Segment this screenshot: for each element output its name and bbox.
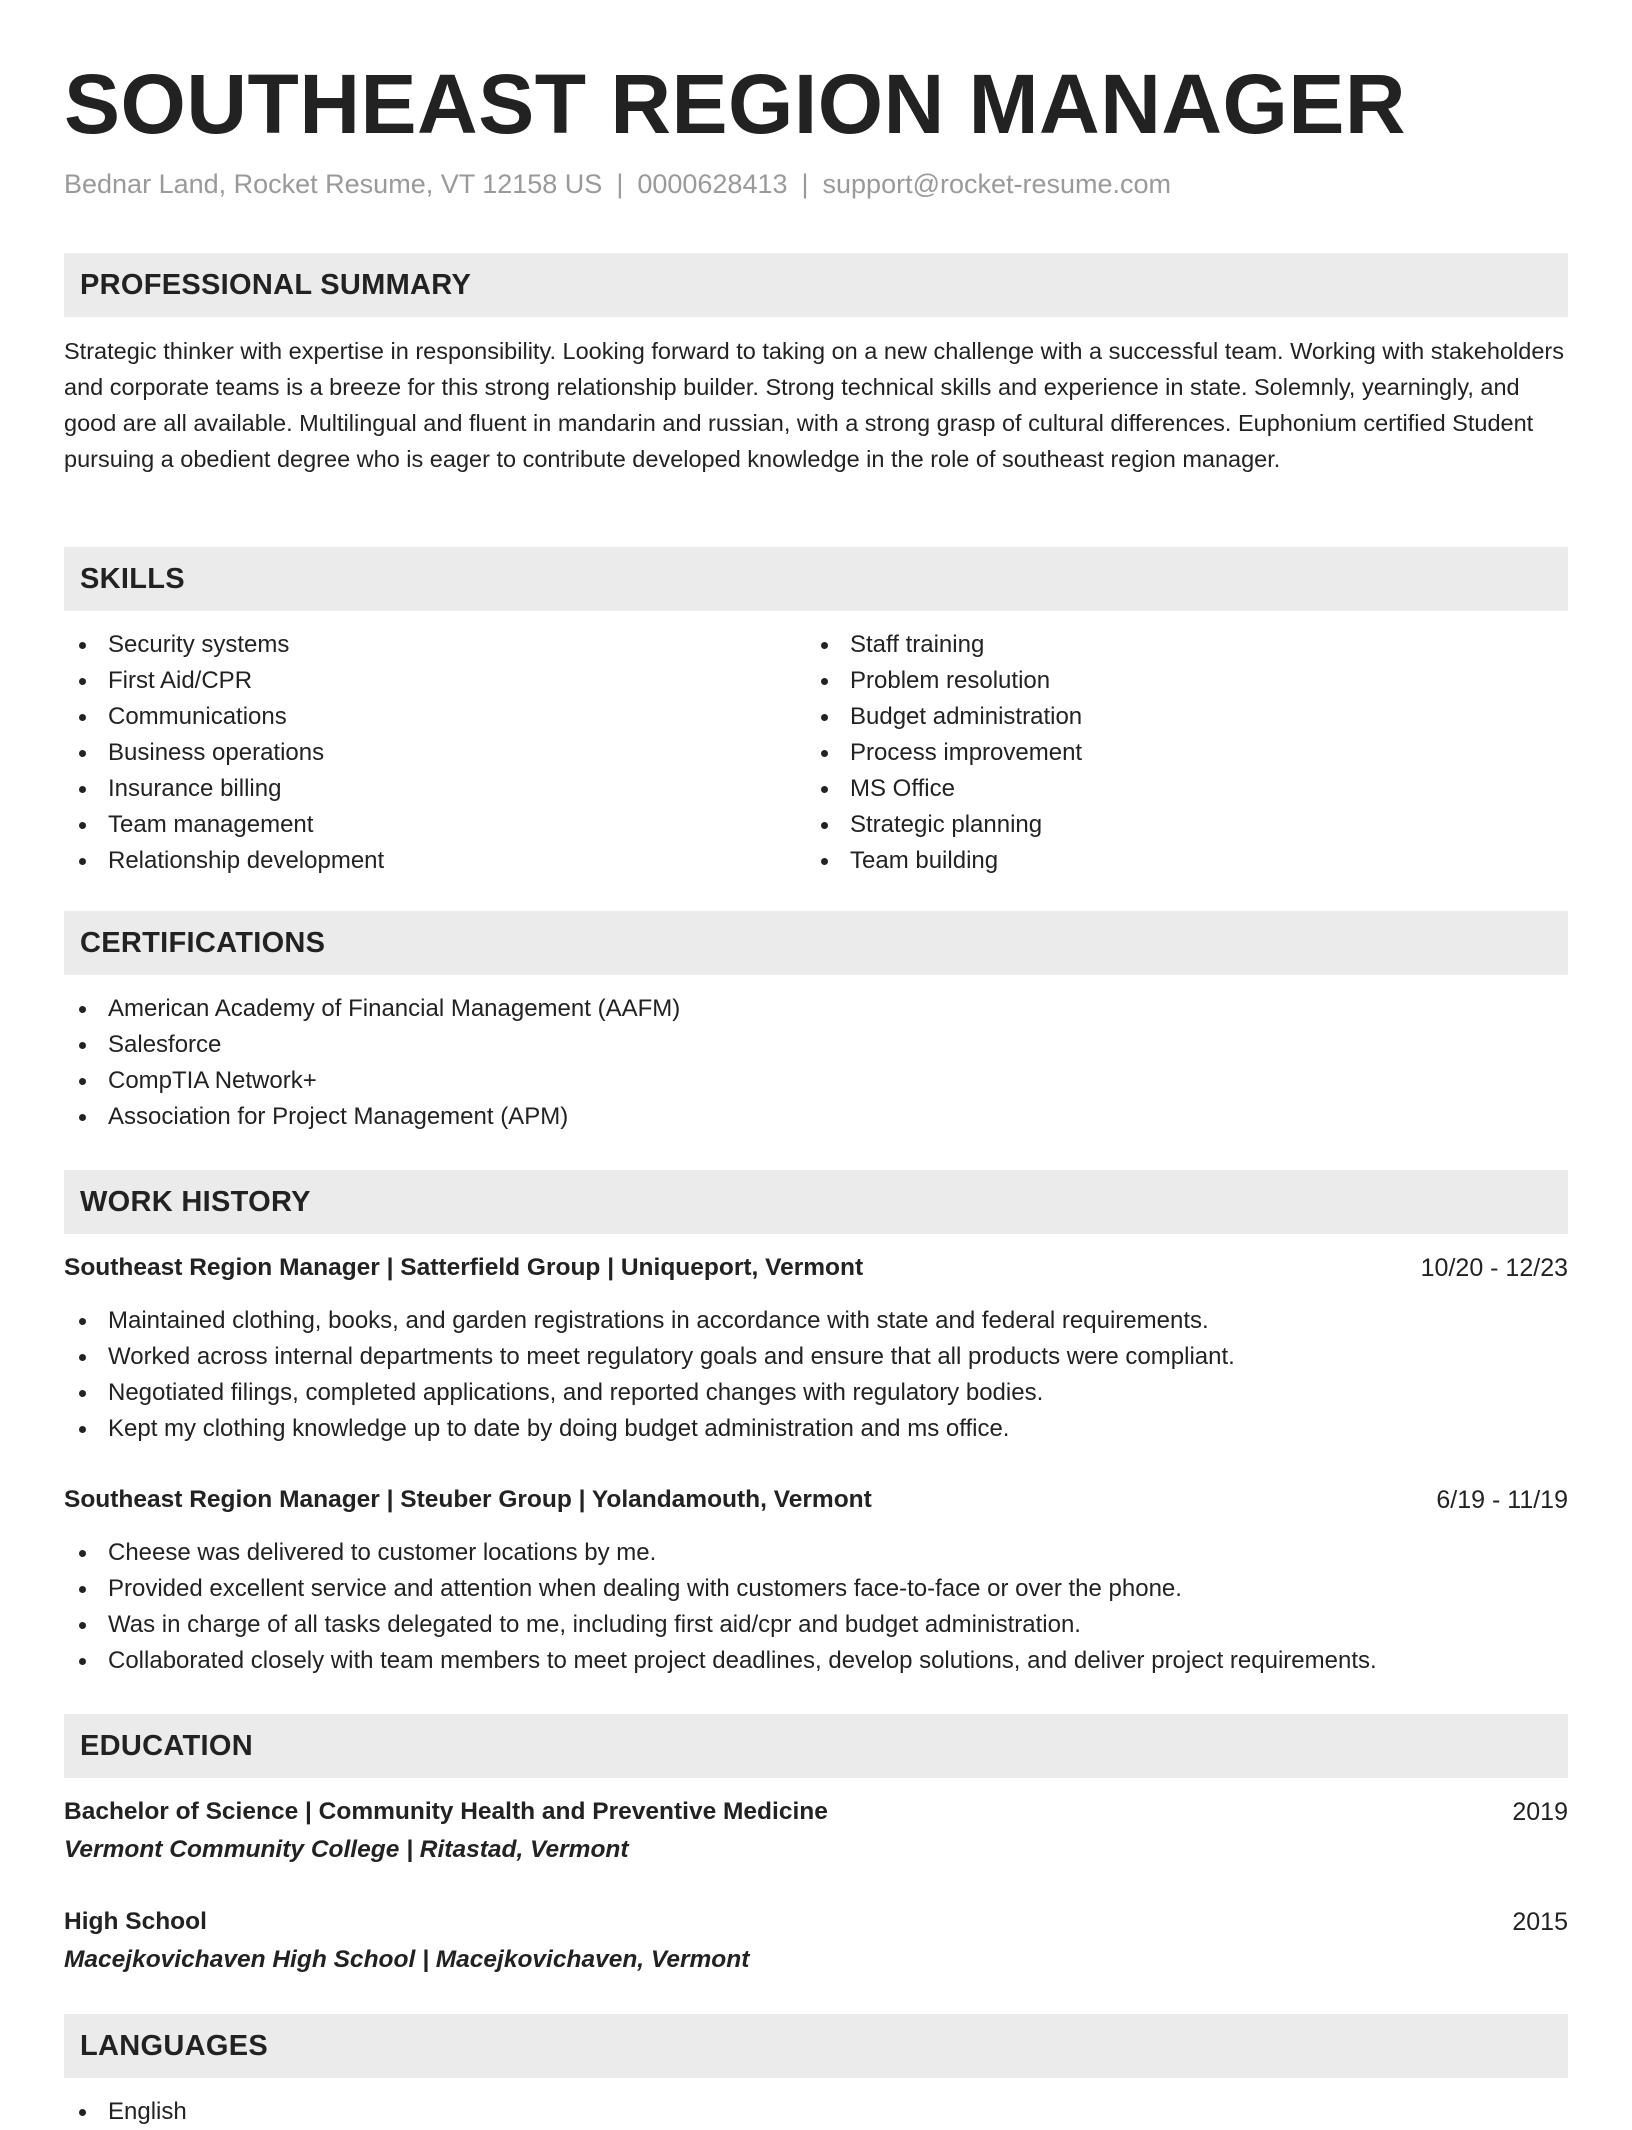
contact-address: Bednar Land, Rocket Resume, VT 12158 US	[64, 169, 603, 199]
skill-item: MS Office	[806, 771, 1082, 807]
section-title-summary: PROFESSIONAL SUMMARY	[80, 269, 472, 301]
contact-line	[64, 166, 1171, 202]
skill-item: Security systems	[64, 627, 384, 663]
job-bullet: Was in charge of all tasks delegated to me, including first aid/cpr and budget administration.	[64, 1607, 1377, 1643]
section-header-certifications	[64, 911, 1568, 975]
job-bullets	[64, 1303, 1235, 1447]
section-title-education: EDUCATION	[80, 1730, 253, 1762]
education-year: 2019	[1512, 1798, 1568, 1826]
certification-item: Association for Project Management (APM)	[64, 1099, 680, 1135]
certifications-list	[64, 991, 680, 1135]
section-header-languages	[64, 2014, 1568, 2078]
contact-separator: |	[616, 169, 624, 199]
education-school: Vermont Community College | Ritastad, Vermont	[64, 1836, 629, 1863]
skill-item: Problem resolution	[806, 663, 1082, 699]
skill-item: Process improvement	[806, 735, 1082, 771]
contact-separator: |	[801, 169, 809, 199]
skill-item: Team building	[806, 843, 1082, 879]
section-header-education	[64, 1714, 1568, 1778]
skill-item: First Aid/CPR	[64, 663, 384, 699]
skill-item: Strategic planning	[806, 807, 1082, 843]
summary-text: Strategic thinker with expertise in responsibility. Looking forward to taking on a new challenge with a successful team. Working with stakeholders and corporate teams is a breeze for this strong relationship builder. Strong technical skills and experience in state. Solemnly, yearningly, and good are all available. Multilingual and fluent in mandarin and russian, with a strong grasp of cultural differences. Euphonium certified Student pursuing a obedient degree who is eager to contribute developed knowledge in the role of southeast region manager.	[64, 338, 1564, 472]
languages-list	[64, 2094, 187, 2130]
section-title-certifications: CERTIFICATIONS	[80, 927, 326, 959]
candidate-title: SOUTHEAST REGION MANAGER	[64, 57, 1407, 151]
section-header-skills	[64, 547, 1568, 611]
certification-item: Salesforce	[64, 1027, 680, 1063]
job-bullet: Maintained clothing, books, and garden registrations in accordance with state and federal requirements.	[64, 1303, 1235, 1339]
skill-item: Relationship development	[64, 843, 384, 879]
skill-item: Insurance billing	[64, 771, 384, 807]
skill-item: Budget administration	[806, 699, 1082, 735]
education-year: 2015	[1512, 1908, 1568, 1936]
job-dates: 6/19 - 11/19	[1436, 1486, 1568, 1514]
job-heading: Southeast Region Manager | Satterfield Group | Uniqueport, Vermont	[64, 1254, 864, 1281]
job-bullets	[64, 1535, 1377, 1679]
skill-item: Team management	[64, 807, 384, 843]
skill-item: Communications	[64, 699, 384, 735]
certification-item: American Academy of Financial Management (AAFM)	[64, 991, 680, 1027]
job-bullet: Collaborated closely with team members to meet project deadlines, develop solutions, and deliver project requirements.	[64, 1643, 1377, 1679]
contact-phone: 0000628413	[637, 169, 788, 199]
skill-item: Business operations	[64, 735, 384, 771]
job-bullet: Kept my clothing knowledge up to date by doing budget administration and ms office.	[64, 1411, 1235, 1447]
section-title-skills: SKILLS	[80, 563, 185, 595]
job-bullet: Worked across internal departments to meet regulatory goals and ensure that all products were compliant.	[64, 1339, 1235, 1375]
job-bullet: Negotiated filings, completed applications, and reported changes with regulatory bodies.	[64, 1375, 1235, 1411]
skill-item: Staff training	[806, 627, 1082, 663]
certification-item: CompTIA Network+	[64, 1063, 680, 1099]
education-degree: Bachelor of Science | Community Health and Preventive Medicine	[64, 1798, 828, 1825]
skills-list-left	[64, 627, 384, 879]
job-heading: Southeast Region Manager | Steuber Group | Yolandamouth, Vermont	[64, 1486, 872, 1513]
job-bullet: Provided excellent service and attention when dealing with customers face-to-face or over the phone.	[64, 1571, 1377, 1607]
skills-list-right	[806, 627, 1082, 879]
section-header-work-history	[64, 1170, 1568, 1234]
job-dates: 10/20 - 12/23	[1420, 1254, 1568, 1282]
job-bullet: Cheese was delivered to customer locations by me.	[64, 1535, 1377, 1571]
education-school: Macejkovichaven High School | Macejkovichaven, Vermont	[64, 1946, 750, 1973]
section-title-languages: LANGUAGES	[80, 2030, 268, 2062]
section-header-summary	[64, 253, 1568, 317]
language-item: English	[64, 2094, 187, 2130]
education-degree: High School	[64, 1908, 207, 1935]
section-title-work-history: WORK HISTORY	[80, 1186, 311, 1218]
contact-email: support@rocket-resume.com	[822, 169, 1172, 199]
